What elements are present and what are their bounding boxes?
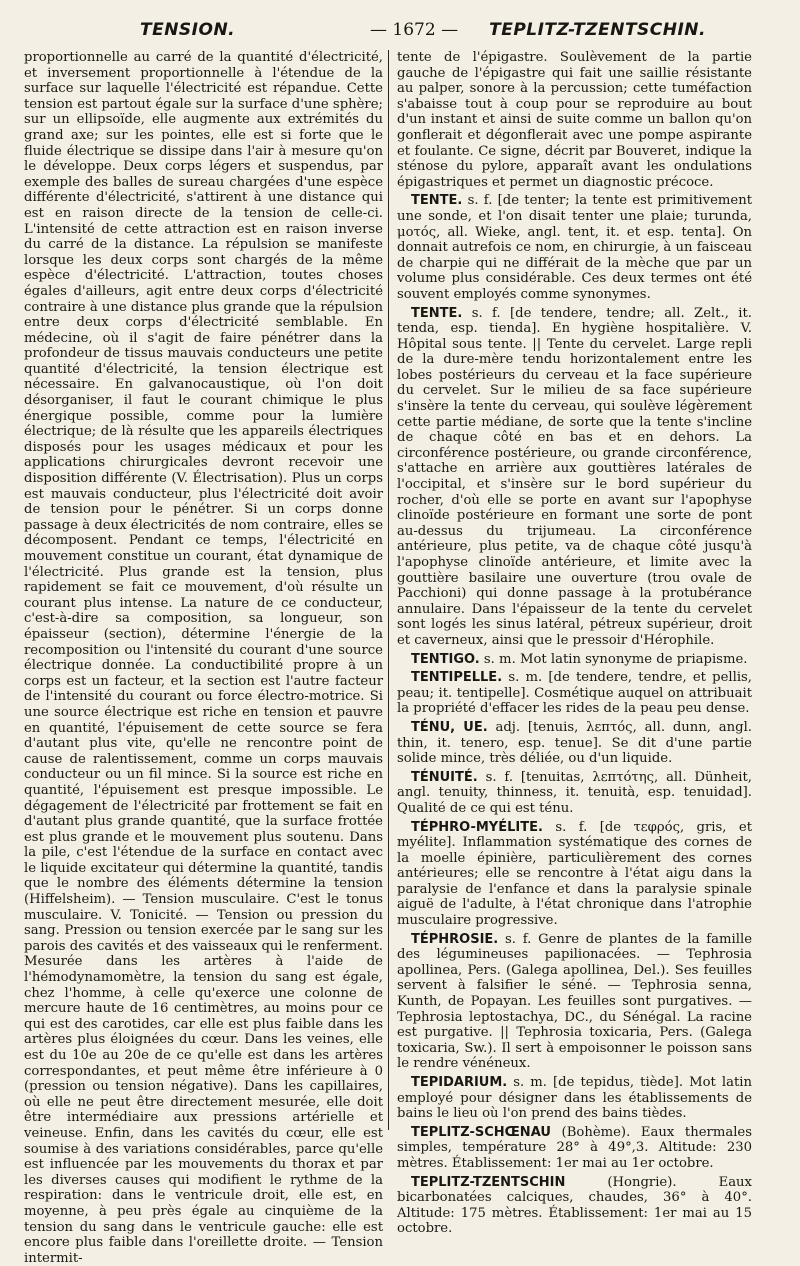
- entry-definition: adj. [tenuis, λεπτός, all. dunn, angl. thin, it. tenero, esp. tenue]. Se dit d'une partie solide mince, très déliée, ou d'un liquide.: [397, 719, 752, 767]
- entry-definition: s. m. [de tepidus, tiède]. Mot latin employé pour désigner dans les établissements de bains le lieu où l'on prend des bains tièdes.: [397, 1075, 752, 1122]
- dictionary-entry: [397, 820, 752, 929]
- entry-headword: TÉPHROSIE.: [411, 931, 499, 947]
- running-head-right: TEPLITZ-TZENTSCHIN.: [489, 20, 706, 40]
- dictionary-entry: [397, 932, 752, 1072]
- entry-headword: TENTE.: [411, 305, 463, 321]
- dictionary-entry: [397, 770, 752, 817]
- entry-headword: TÉNUITÉ.: [411, 769, 478, 785]
- left-column: [24, 50, 383, 1266]
- dictionary-entry: [397, 652, 752, 668]
- entry-headword: TÉNU, UE.: [411, 719, 488, 735]
- dictionary-entry: [397, 720, 752, 767]
- dictionary-entry: [397, 1075, 752, 1122]
- entry-definition: (Bohème). Eaux thermales simples, température 28° à 49°,3. Altitude: 230 mètres. Établissement: 1er mai au 1er octobre.: [397, 1124, 752, 1171]
- entry-definition: s. f. Genre de plantes de la famille des légumineuses papilionacées. — Tephrosia apollinea, Pers. (Galega apollinea, Del.). Ses feuilles servent à falsifier le séné. — Tephrosia senna, Kunth, de Popayan. Les feuilles sont purgatives. — Tephrosia leptostachya, DC., du Sénégal. La racine est purgative. || Tephrosia toxicaria, Pers. (Galega toxicaria, Sw.). Il sert à empoisonner le poisson sans le rendre vénéneux.: [397, 931, 752, 1072]
- entry-definition: s. m. [de tendere, tendre, et pellis, peau; it. tentipelle]. Cosmétique auquel on attribuait la propriété d'effacer les rides de la peau peu dense.: [397, 670, 752, 717]
- right-column: [397, 50, 752, 1237]
- entry-headword: TENTIPELLE.: [411, 670, 503, 686]
- entry-definition: s. f. [de tenter; la tente est primitivement une sonde, et l'on disait tenter une plaie; turunda, μοτός, all. Wieke, angl. tent, it. et esp. tenta]. On donnait autrefois ce nom, en chirurgie, à un faisceau de charpie qui ne différait de la mèche que par un volume plus considérable. Ces deux termes ont été souvent employés comme synonymes.: [397, 193, 752, 302]
- page-header: [30, 14, 776, 44]
- entry-definition: s. f. [de τεφρός, gris, et myélite]. Inflammation systématique des cornes de la moelle épinière, particulièrement des cornes antérieures; elle se rencontre à l'état aigu dans la paralysie de l'enfance et dans la paralysie spinale aiguë de l'adulte, à l'état chronique dans l'atrophie musculaire progressive.: [397, 819, 752, 929]
- dictionary-entry: [397, 1125, 752, 1172]
- left-column-text: proportionnelle au carré de la quantité d'électricité, et inversement proportionnelle à l'étendue de la surface sur laquelle l'électricité est répandue. Cette tension est partout égale sur la surface d'une sphère; sur un ellipsoïde, elle augmente aux extrémités du grand axe; sur les pointes, elle est si forte que le fluide électrique se dissipe dans l'air à mesure qu'on le développe. Deux corps légers et suspendus, par exemple des balles de sureau chargées d'une espèce différente d'électricité, s'attirent à une distance qui est en raison directe de la tension de celle-ci. L'intensité de cette attraction est en raison inverse du carré de la distance. La répulsion se manifeste lorsque les deux corps sont chargés de la même espèce d'électricité. L'attraction, toutes choses égales d'ailleurs, agit entre deux corps d'électricité contraire à une distance plus grande que la répulsion entre deux corps d'électricité semblable. En médecine, où il s'agit de faire pénétrer dans la profondeur de tissus mauvais conducteurs une petite quantité d'électricité, la tension électrique est nécessaire. En galvanocaustique, où l'on doit désorganiser, il faut le courant chimique le plus énergique possible, comme pour la lumière électrique; de là résulte que les appareils électriques disposés pour les usages médicaux et pour les applications chirurgicales devront recevoir une disposition différente (V. Électrisation). Plus un corps est mauvais conducteur, plus l'électricité doit avoir de tension pour le pénétrer. Si un corps donne passage à deux électricités de nom contraire, elles se décomposent. Pendant ce temps, l'électricité en mouvement constitue un courant, état dynamique de l'électricité. Plus grande est la tension, plus rapidement se fait ce mouvement, d'où résulte un courant plus intense. La nature de ce conducteur, c'est-à-dire sa composition, sa longueur, son épaisseur (section), détermine l'énergie de la recomposition ou l'intensité du courant d'une source électrique donnée. La conductibilité propre à un corps est un facteur, et la section est l'autre facteur de l'intensité du courant ou force électro-motrice. Si une source électrique est riche en tension et pauvre en quantité, l'épuisement de cette source se fera d'autant plus vite, qu'elle ne rencontre point de cause de ralentissement, comme un corps mauvais conducteur ou un fil mince. Si la source est riche en quantité, l'épuisement est presque impossible. Le dégagement de l'électricité par frottement se fait en d'autant plus grande quantité, que la surface frottée est plus grande et le mouvement plus soutenu. Dans la pile, c'est l'étendue de la surface en contact avec le liquide excitateur qui détermine la quantité, tandis que le nombre des éléments détermine la tension (Hiffelsheim). — Tension musculaire. C'est le tonus musculaire. V. Tonicité. — Tension ou pression du sang. Pression ou tension exercée par le sang sur les parois des cavités et des vaisseaux qui le renferment. Mesurée dans les artères à l'aide de l'hémodynamomètre, la tension du sang est égale, chez l'homme, à celle qu'exerce une colonne de mercure haute de 16 centimètres, au moins pour ce qui est des carotides, car elle est plus faible dans les artères plus éloignées du cœur. Dans les veines, elle est du 10e au 20e de ce qu'elle est dans les artères correspondantes, et peut même être inférieure à 0 (pression ou tension négative). Dans les capillaires, où elle ne peut être directement mesurée, elle doit être intermédiaire aux pressions artérielle et veineuse. Enfin, dans les cavités du cœur, elle est soumise à des variations considérables, parce qu'elle est influencée par les mouvements du thorax et par les diverses causes qui modifient le rythme de la respiration: dans le ventricule droit, elle est, en moyenne, à peu près égale au cinquième de la tension du sang dans le ventricule gauche: elle est encore plus faible dans l'oreillette droite. — Tension intermit-: [24, 50, 383, 1266]
- entry-headword: TENTIGO.: [411, 651, 480, 667]
- entry-headword: TEPLITZ-SCHŒNAU: [411, 1124, 551, 1140]
- page-number: — 1672 —: [370, 20, 459, 40]
- right-column-continuation: tente de l'épigastre. Soulèvement de la partie gauche de l'épigastre qui fait une saillie résistante au palper, sonore à la percussion; cette tuméfaction s'abaisse tout à coup pour se reproduire au bout d'un instant et ainsi de suite comme un ballon qu'on gonflerait et dégonflerait avec une pompe aspirante et foulante. Ce signe, décrit par Bouveret, indique la sténose du pylore, apparaît avant les ondulations épigastriques et permet un diagnostic précoce.: [397, 50, 752, 190]
- running-head-left: TENSION.: [140, 20, 236, 40]
- column-divider: [388, 50, 389, 1130]
- entry-definition: s. f. [tenuitas, λεπτότης, all. Dünheit, angl. tenuity, thinness, it. tenuità, esp. tenuidad]. Qualité de ce qui est ténu.: [397, 769, 752, 816]
- entry-definition: s. f. [de tendere, tendre; all. Zelt., it. tenda, esp. tienda]. En hygiène hospitalière. V. Hôpital sous tente. || Tente du cervelet. Large repli de la dure-mère tendu horizontalement entre les lobes postérieurs du cerveau et la face supérieure du cervelet. Sur le milieu de sa face supérieure s'insère la tente du cerveau, qui soulève légèrement cette partie médiane, de sorte que la tente s'incline de chaque côté en bas et en dehors. La circonférence postérieure, ou grande circonférence, s'attache en arrière aux gouttières latérales de l'occipital, et s'insère sur le bord supérieur du rocher, d'où elle se porte en avant sur l'apophyse clinoïde postérieure en formant une sorte de pont au-dessus du trijumeau. La circonférence antérieure, plus petite, va de chaque côté jusqu'à l'apophyse clinoïde antérieure, et limite avec la gouttière basilaire une ouverture (trou ovale de Pacchioni) qui donne passage à la protubérance annulaire. Dans l'épaisseur de la tente du cervelet sont logés les sinus latéral, pétreux supérieur, droit et caverneux, ainsi que le pressoir d'Hérophile.: [397, 305, 752, 648]
- entry-headword: TENTE.: [411, 193, 463, 209]
- dictionary-entry: [397, 1175, 752, 1237]
- entry-headword: TEPIDARIUM.: [411, 1075, 508, 1090]
- entry-headword: TÉPHRO-MYÉLITE.: [411, 819, 543, 835]
- entry-definition: (Hongrie). Eaux bicarbonatées calciques, chaudes, 36° à 40°. Altitude: 175 mètres. Établissement: 1er mai au 15 octobre.: [397, 1174, 752, 1237]
- dictionary-entry: [397, 306, 752, 649]
- dictionary-entries: [397, 193, 752, 1237]
- entry-headword: TEPLITZ-TZENTSCHIN: [411, 1174, 566, 1190]
- entry-definition: s. m. Mot latin synonyme de priapisme.: [479, 651, 748, 667]
- dictionary-entry: [397, 193, 752, 302]
- dictionary-entry: [397, 670, 752, 717]
